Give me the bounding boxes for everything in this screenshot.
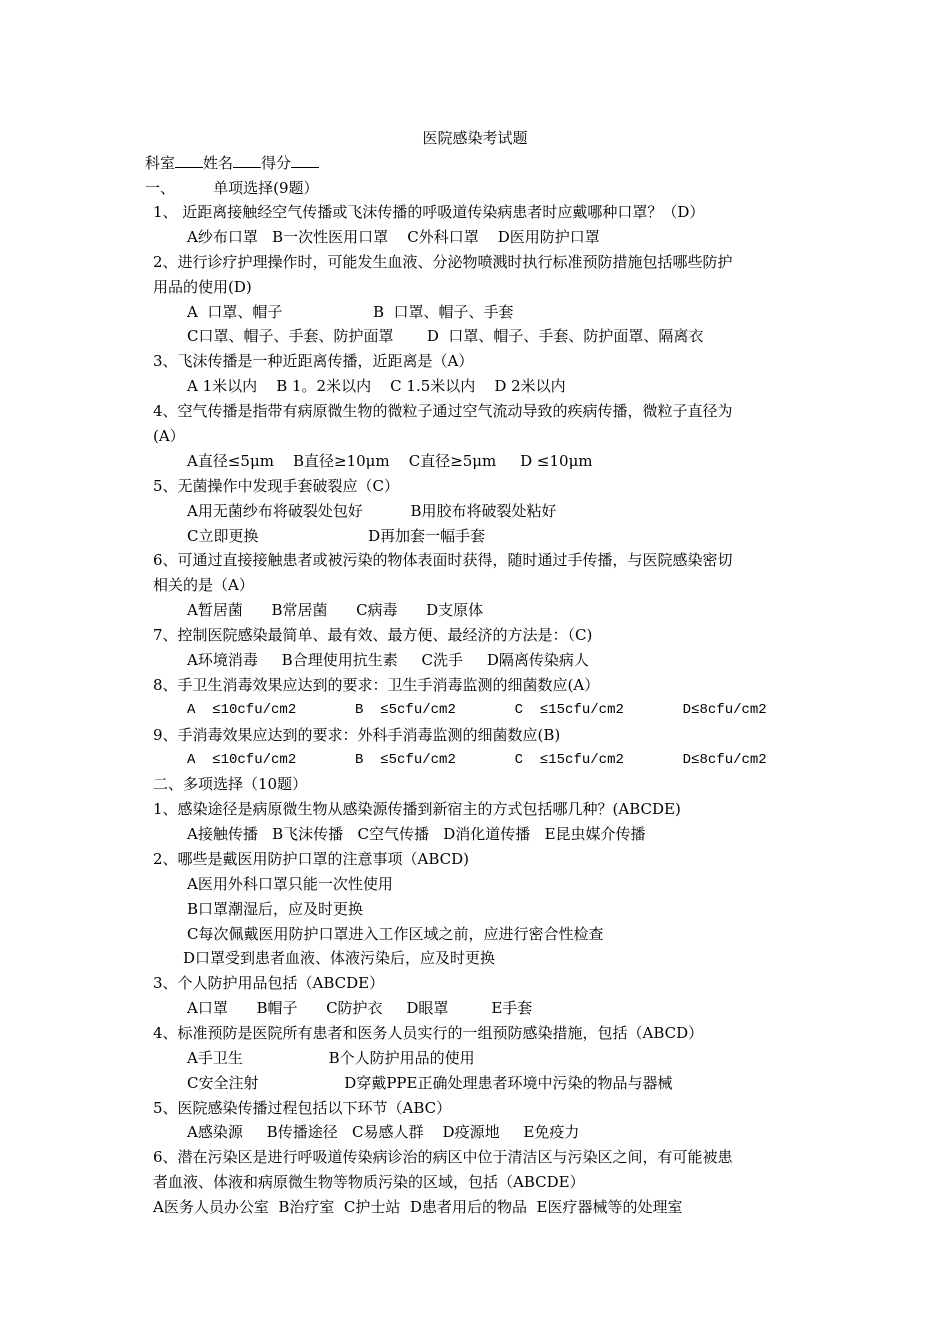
m5-stem: 5、医院感染传播过程包括以下环节（ABC） [153,1099,452,1117]
doc-title: 医院感染考试题 [422,129,528,147]
m1-options: A接触传播 B飞沫传播 C空气传播 D消化道传播 E昆虫媒介传播 [187,825,646,843]
m5-options: A感染源 B传播途径 C易感人群 D疫源地 E免疫力 [187,1123,580,1141]
q5-options-line2: C立即更换 D再加套一幅手套 [187,527,486,545]
q7-stem: 7、控制医院感染最简单、最有效、最方便、最经济的方法是：（C) [153,626,593,644]
m2-option-b: B口罩潮湿后，应及时更换 [187,900,364,918]
dept-label: 科室 [145,154,176,172]
m6-stem-line1: 6、潜在污染区是进行呼吸道传染病诊治的病区中位于清洁区与污染区之间，有可能被患 [153,1148,733,1166]
m4-options-line2: C安全注射 D穿戴PPE正确处理患者环境中污染的物品与器械 [187,1074,673,1092]
score-label: 得分 [261,154,292,172]
q2-stem-line2: 用品的使用(D) [153,278,252,296]
q2-options-line2: C口罩、帽子、手套、防护面罩 D 口罩、帽子、手套、防护面罩、隔离衣 [187,327,704,345]
m2-stem: 2、哪些是戴医用防护口罩的注意事项（ABCD) [153,850,470,868]
q7-options: A环境消毒 B合理使用抗生素 C洗手 D隔离传染病人 [187,651,589,669]
q6-stem-line1: 6、可通过直接接触患者或被污染的物体表面时获得，随时通过手传播，与医院感染密切 [153,551,733,569]
q2-options-line1: A 口罩、帽子 B 口罩、帽子、手套 [187,303,514,321]
m6-options: A医务人员办公室 B治疗室 C护士站 D患者用后的物品 E医疗器械等的处理室 [153,1198,683,1216]
q8-options: A ≤10cfu/cm2 B ≤5cfu/cm2 C ≤15cfu/cm2 D≤8cfu/cm2 [187,702,767,718]
m2-option-a: A医用外科口罩只能一次性使用 [187,875,393,893]
q9-stem: 9、手消毒效果应达到的要求：外科手消毒监测的细菌数应(B) [153,726,561,744]
q4-options: A直径≤5μm B直径≥10μm C直径≥5μm D ≤10μm [187,452,593,470]
header-fields [145,153,319,173]
section-1-heading: 一、 单项选择(9题） [145,179,319,197]
name-blank [233,153,261,168]
q2-stem-line1: 2、进行诊疗护理操作时，可能发生血液、分泌物喷溅时执行标准预防措施包括哪些防护 [153,253,733,271]
q3-stem: 3、飞沫传播是一种近距离传播，近距离是（A） [153,352,474,370]
q6-options: A暂居菌 B常居菌 C病毒 D支原体 [187,601,484,619]
score-blank [291,153,319,168]
m2-option-d: D口罩受到患者血液、体液污染后，应及时更换 [183,949,496,967]
q5-options-line1: A用无菌纱布将破裂处包好 B用胶布将破裂处粘好 [187,502,557,520]
name-label: 姓名 [203,154,234,172]
q4-stem-line1: 4、空气传播是指带有病原微生物的微粒子通过空气流动导致的疾病传播，微粒子直径为 [153,402,733,420]
q5-stem: 5、无菌操作中发现手套破裂应（C） [153,477,400,495]
q1-options: A纱布口罩 B一次性医用口罩 C外科口罩 D医用防护口罩 [187,228,600,246]
section-2-heading: 二、多项选择（10题） [153,775,308,793]
q3-options: A 1米以内 B 1。2米以内 C 1.5米以内 D 2米以内 [187,377,566,395]
m4-stem: 4、标准预防是医院所有患者和医务人员实行的一组预防感染措施，包括（ABCD） [153,1024,704,1042]
q8-stem: 8、手卫生消毒效果应达到的要求：卫生手消毒监测的细菌数应(A） [153,676,600,694]
q1-stem: 1、 近距离接触经空气传播或飞沫传播的呼吸道传染病患者时应戴哪种口罩？（D） [153,203,705,221]
m1-stem: 1、感染途径是病原微生物从感染源传播到新宿主的方式包括哪几种？(ABCDE) [153,800,681,818]
q9-options: A ≤10cfu/cm2 B ≤5cfu/cm2 C ≤15cfu/cm2 D≤8cfu/cm2 [187,752,767,768]
m3-options: A口罩 B帽子 C防护衣 D眼罩 E手套 [187,999,533,1017]
m6-stem-line2: 者血液、体液和病原微生物等物质污染的区域，包括（ABCDE） [153,1173,585,1191]
q6-stem-line2: 相关的是（A） [153,576,254,594]
q4-stem-line2: (A） [153,427,185,445]
m3-stem: 3、个人防护用品包括（ABCDE） [153,974,385,992]
m4-options-line1: A手卫生 B个人防护用品的使用 [187,1049,475,1067]
dept-blank [175,153,203,168]
m2-option-c: C每次佩戴医用防护口罩进入工作区域之前，应进行密合性检查 [187,925,604,943]
